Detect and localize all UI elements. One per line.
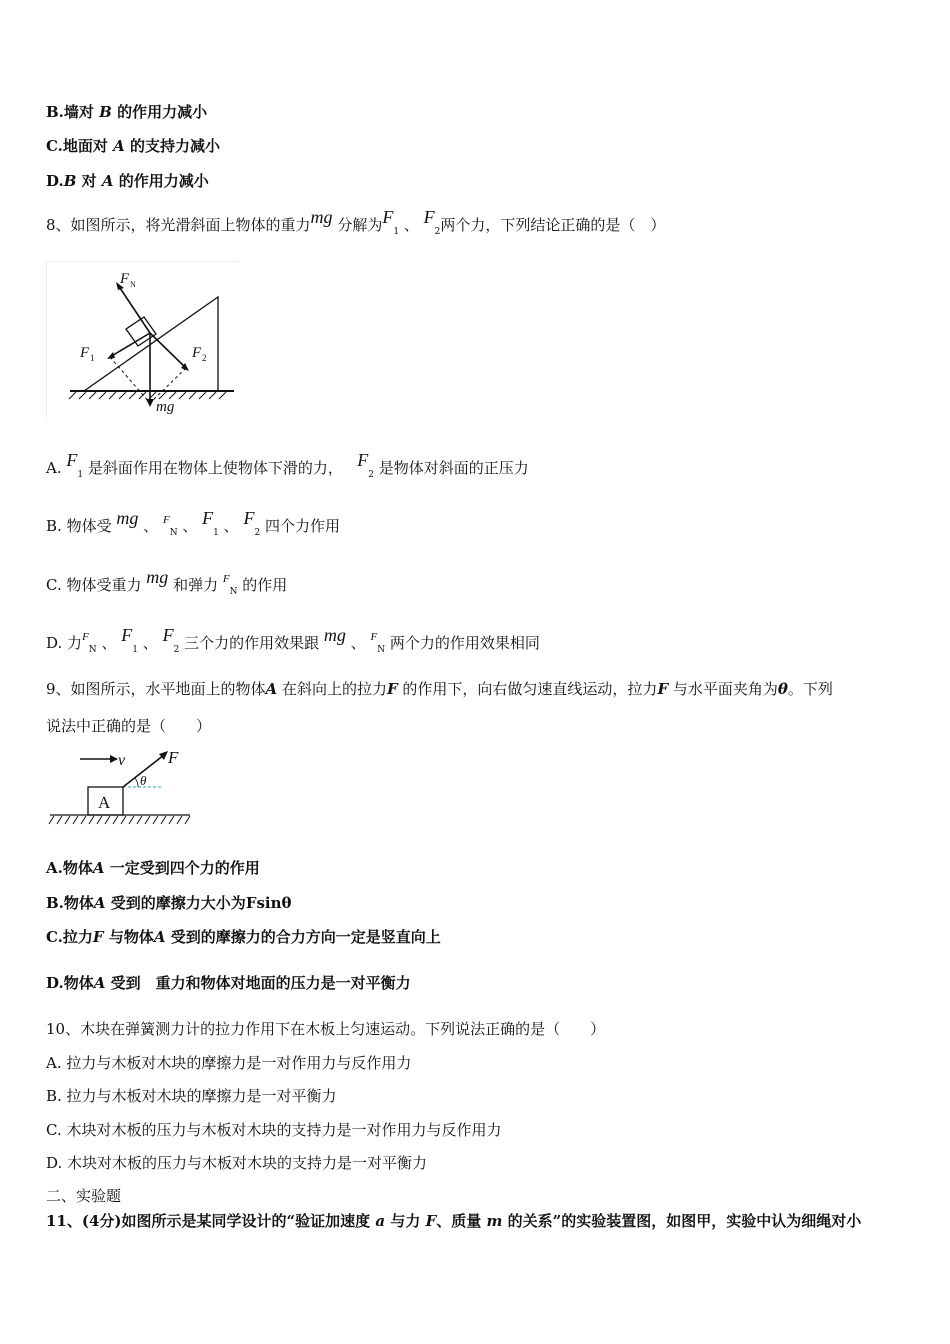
q8-option-c: C. 物体受重力 mg 和弹力 $^F_N$ 的作用	[46, 567, 288, 597]
q9-option-c: C.拉力F 与物体A 受到的摩擦力的合力方向一定是竖直向上	[46, 928, 441, 946]
f1-label: F	[80, 345, 90, 361]
mg-label: mg	[156, 399, 175, 415]
q8-stem: 8、如图所示，将光滑斜面上物体的重力mg 分解为$F_1$ 、 $F_2$两个力，下列结论正确的是（ ）	[46, 207, 666, 237]
block-a-label: A	[98, 793, 111, 812]
svg-text:2: 2	[202, 353, 207, 363]
q10-option-a: A. 拉力与木板对木块的摩擦力是一对作用力与反作用力	[46, 1054, 412, 1072]
q9-stem-line2: 说法中正确的是（ ）	[46, 717, 212, 735]
section-title: 二、实验题	[46, 1187, 122, 1205]
q10-option-c: C. 木块对木板的压力与木板对木块的支持力是一对作用力与反作用力	[46, 1121, 502, 1139]
q11-stem: 11、(4分)如图所示是某同学设计的“验证加速度 a 与力 F、质量 m 的关系”的实验装置图，如图甲，实验中认为细绳对小	[46, 1212, 862, 1230]
q9-option-d: D.物体A 受到 重力和物体对地面的压力是一对平衡力	[46, 974, 411, 992]
q8-option-a: A. $F_1$ 是斜面作用在物体上使物体下滑的力， $F_2$ 是物体对斜面的正压力	[46, 450, 529, 480]
incline-force-diagram	[46, 261, 238, 421]
q9-stem-line1: 9、如图所示，水平地面上的物体A 在斜向上的拉力F 的作用下，向右做匀速直线运动，拉力F 与水平面夹角为θ。下列	[46, 680, 833, 698]
f-label: F	[168, 748, 179, 767]
svg-text:1: 1	[90, 353, 95, 363]
q10-stem: 10、木块在弹簧测力计的拉力作用下在木板上匀速运动。下列说法正确的是（ ）	[46, 1020, 606, 1038]
pulled-block-diagram	[46, 745, 196, 827]
q9-option-b: B.物体A 受到的摩擦力大小为Fsinθ	[46, 894, 292, 912]
q9-option-a: A.物体A 一定受到四个力的作用	[46, 859, 260, 877]
fn-label: F	[120, 271, 130, 287]
q8-option-d: D. 力$^F_N$ 、 $F_1$ 、 $F_2$ 三个力的作用效果跟 mg 、 $^F_N$ 两个力的作用效果相同	[46, 625, 540, 655]
q10-option-b: B. 拉力与木板对木块的摩擦力是一对平衡力	[46, 1087, 337, 1105]
theta-label: θ	[140, 773, 147, 788]
v-label: v	[118, 752, 126, 769]
q7-option-b: B.墙对 B 的作用力减小	[46, 103, 208, 121]
f2-label: F	[192, 345, 202, 361]
svg-text:N: N	[130, 280, 136, 289]
q8-option-b: B. 物体受 mg 、 $^F_N$ 、 $F_1$ 、 $F_2$ 四个力作用	[46, 508, 340, 538]
q7-option-d: D.B 对 A 的作用力减小	[46, 172, 209, 190]
q7-option-c: C.地面对 A 的支持力减小	[46, 137, 221, 155]
q10-option-d: D. 木块对木板的压力与木板对木块的支持力是一对平衡力	[46, 1154, 428, 1172]
